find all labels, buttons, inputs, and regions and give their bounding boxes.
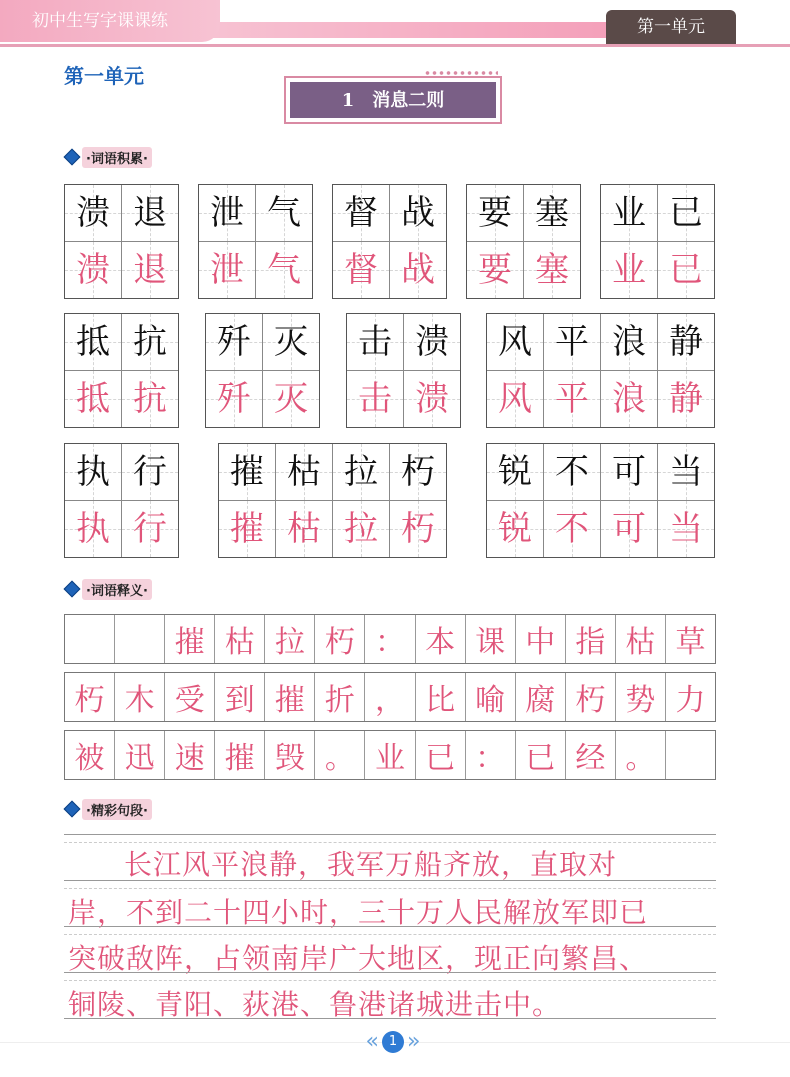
model-character: 浪 [601,314,657,371]
guide-line [64,842,716,843]
definition-cell: 比 [415,673,465,721]
definition-cell: 喻 [465,673,515,721]
definition-cell: 被 [74,741,105,776]
ruled-line [64,834,716,835]
definition-cell: 毁 [264,731,314,779]
definition-cell: ： [465,731,515,779]
practice-character: 执 [65,501,121,557]
definition-cell: 摧 [264,673,314,721]
model-character: 锐 [487,444,543,501]
model-character: 抗 [122,314,178,371]
definition-cell: 力 [665,673,715,721]
definition-cell: 受 [164,673,214,721]
model-character: 可 [601,444,657,501]
practice-character: 抗 [122,371,178,427]
word-column [347,314,403,427]
section-label-definition [64,578,152,600]
practice-character: 当 [658,501,714,557]
word-column [657,314,714,427]
definition-cell: 枯 [214,615,264,663]
model-character: 业 [601,185,657,242]
practice-character: 塞 [524,242,580,298]
practice-character: 静 [658,371,714,427]
word-box [64,313,179,428]
definition-cell [665,731,715,779]
word-box [600,184,715,299]
practice-character: 气 [256,242,312,298]
diamond-icon [64,149,80,165]
practice-character: 抵 [65,371,121,427]
definition-cell: 迅 [114,731,164,779]
model-character: 拉 [333,444,389,501]
definition-cell: 拉 [264,615,314,663]
model-character: 执 [65,444,121,501]
word-column [121,314,178,427]
definition-cell: 课 [465,615,515,663]
page-number: 1 [382,1031,404,1053]
guide-line [64,888,716,889]
word-column [543,314,600,427]
model-character: 击 [347,314,403,371]
definition-row [64,672,716,722]
definition-cell: 业 [364,731,414,779]
model-character: 静 [658,314,714,371]
word-column [487,314,543,427]
word-column [121,444,178,557]
word-column [657,444,714,557]
definition-cell: 指 [565,615,615,663]
word-column [333,185,389,298]
model-character: 不 [544,444,600,501]
word-column [121,185,178,298]
lesson-title-box [284,76,502,124]
word-column [487,444,543,557]
word-column [543,444,600,557]
model-character: 溃 [404,314,460,371]
model-character: 溃 [65,185,121,242]
word-column [403,314,460,427]
model-character: 战 [390,185,446,242]
passage-line: 长江风平浪静，我军万船齐放，直取对 [124,848,618,881]
guide-line [64,934,716,935]
practice-character: 不 [544,501,600,557]
model-character: 行 [122,444,178,501]
practice-character: 击 [347,371,403,427]
word-column [657,185,714,298]
section-label-passage [64,798,152,820]
section-title: ·词语积累· [82,147,152,168]
word-column [389,444,446,557]
model-character: 退 [122,185,178,242]
word-column [262,314,319,427]
definition-row [64,614,716,664]
practice-character: 歼 [206,371,262,427]
practice-character: 督 [333,242,389,298]
definition-cell: 到 [214,673,264,721]
practice-character: 风 [487,371,543,427]
definition-cell [65,615,114,663]
word-box [205,313,320,428]
lesson-title: 1 消息二则 [290,82,496,118]
model-character: 当 [658,444,714,501]
definition-cell: 朽 [74,683,105,718]
word-box [64,184,179,299]
practice-character: 要 [467,242,523,298]
model-character: 摧 [219,444,275,501]
practice-character: 摧 [219,501,275,557]
practice-character: 已 [658,242,714,298]
word-column [219,444,275,557]
guide-line [64,980,716,981]
word-column [65,185,121,298]
unit-tab: 第一单元 [606,10,736,44]
definition-cell: 摧 [164,615,214,663]
model-character: 已 [658,185,714,242]
definition-cell: 势 [615,673,665,721]
definition-cell: 折 [314,673,364,721]
practice-character: 灭 [263,371,319,427]
practice-character: 溃 [65,242,121,298]
definition-cell: 草 [665,615,715,663]
ruled-line [64,880,716,881]
definition-cell: 朽 [314,615,364,663]
book-title: 初中生写字课课练 [0,0,220,42]
model-character: 灭 [263,314,319,371]
model-character: 要 [467,185,523,242]
section-title: ·精彩句段· [82,799,152,820]
practice-character: 战 [390,242,446,298]
definition-cell: 朽 [565,673,615,721]
diamond-icon [64,801,80,817]
practice-character: 平 [544,371,600,427]
word-column [467,185,523,298]
model-character: 泄 [199,185,255,242]
model-character: 平 [544,314,600,371]
definition-cell: 中 [515,615,565,663]
ruled-line [64,926,716,927]
word-column [332,444,389,557]
word-box [486,313,715,428]
practice-character: 泄 [199,242,255,298]
word-box [486,443,715,558]
section-title: ·词语释义· [82,579,152,600]
word-column [206,314,262,427]
passage-line: 岸，不到二十四小时，三十万人民解放军即已 [68,896,649,929]
word-box [218,443,447,558]
definition-cell: 速 [164,731,214,779]
double-chevron-left-icon: « [365,1029,379,1054]
word-column [65,314,121,427]
practice-character: 行 [122,501,178,557]
model-character: 歼 [206,314,262,371]
practice-character: 朽 [390,501,446,557]
definition-cell: 已 [515,731,565,779]
word-column [523,185,580,298]
word-box [466,184,581,299]
word-box [198,184,313,299]
practice-character: 溃 [404,371,460,427]
definition-cell [114,615,164,663]
ruled-line [64,1018,716,1019]
definition-cell: 腐 [515,673,565,721]
definition-cell: ： [364,615,414,663]
model-character: 督 [333,185,389,242]
definition-cell: 。 [314,731,364,779]
definition-cell: ， [364,673,414,721]
diamond-icon [64,581,80,597]
practice-character: 业 [601,242,657,298]
model-character: 风 [487,314,543,371]
page-footer [352,1030,434,1054]
model-character: 塞 [524,185,580,242]
practice-character: 枯 [276,501,332,557]
model-character: 抵 [65,314,121,371]
practice-character: 拉 [333,501,389,557]
definition-cell: 。 [615,731,665,779]
model-character: 枯 [276,444,332,501]
definition-cell: 经 [565,731,615,779]
word-column [389,185,446,298]
definition-cell: 摧 [214,731,264,779]
practice-character: 退 [122,242,178,298]
ruled-line [64,972,716,973]
definition-row [64,730,716,780]
model-character: 气 [256,185,312,242]
word-column [275,444,332,557]
header-divider [0,44,790,47]
practice-character: 锐 [487,501,543,557]
page-header [0,0,790,44]
practice-character: 浪 [601,371,657,427]
passage-line: 铜陵、青阳、荻港、鲁港诸城进击中。 [68,988,562,1021]
word-column [600,314,657,427]
model-character: 朽 [390,444,446,501]
header-stripe [200,22,620,38]
word-box [332,184,447,299]
unit-heading: 第一单元 [64,64,144,88]
definition-cell: 木 [114,673,164,721]
word-column [255,185,312,298]
word-column [601,185,657,298]
word-column [600,444,657,557]
section-label-vocabulary [64,146,152,168]
word-box [64,443,179,558]
double-chevron-right-icon: » [407,1029,421,1054]
practice-character: 可 [601,501,657,557]
definition-cell: 已 [415,731,465,779]
word-column [65,444,121,557]
passage-line: 突破敌阵，占领南岸广大地区，现正向繁昌、 [68,942,649,975]
word-box [346,313,461,428]
word-column [199,185,255,298]
definition-cell: 枯 [615,615,665,663]
definition-cell: 本 [415,615,465,663]
